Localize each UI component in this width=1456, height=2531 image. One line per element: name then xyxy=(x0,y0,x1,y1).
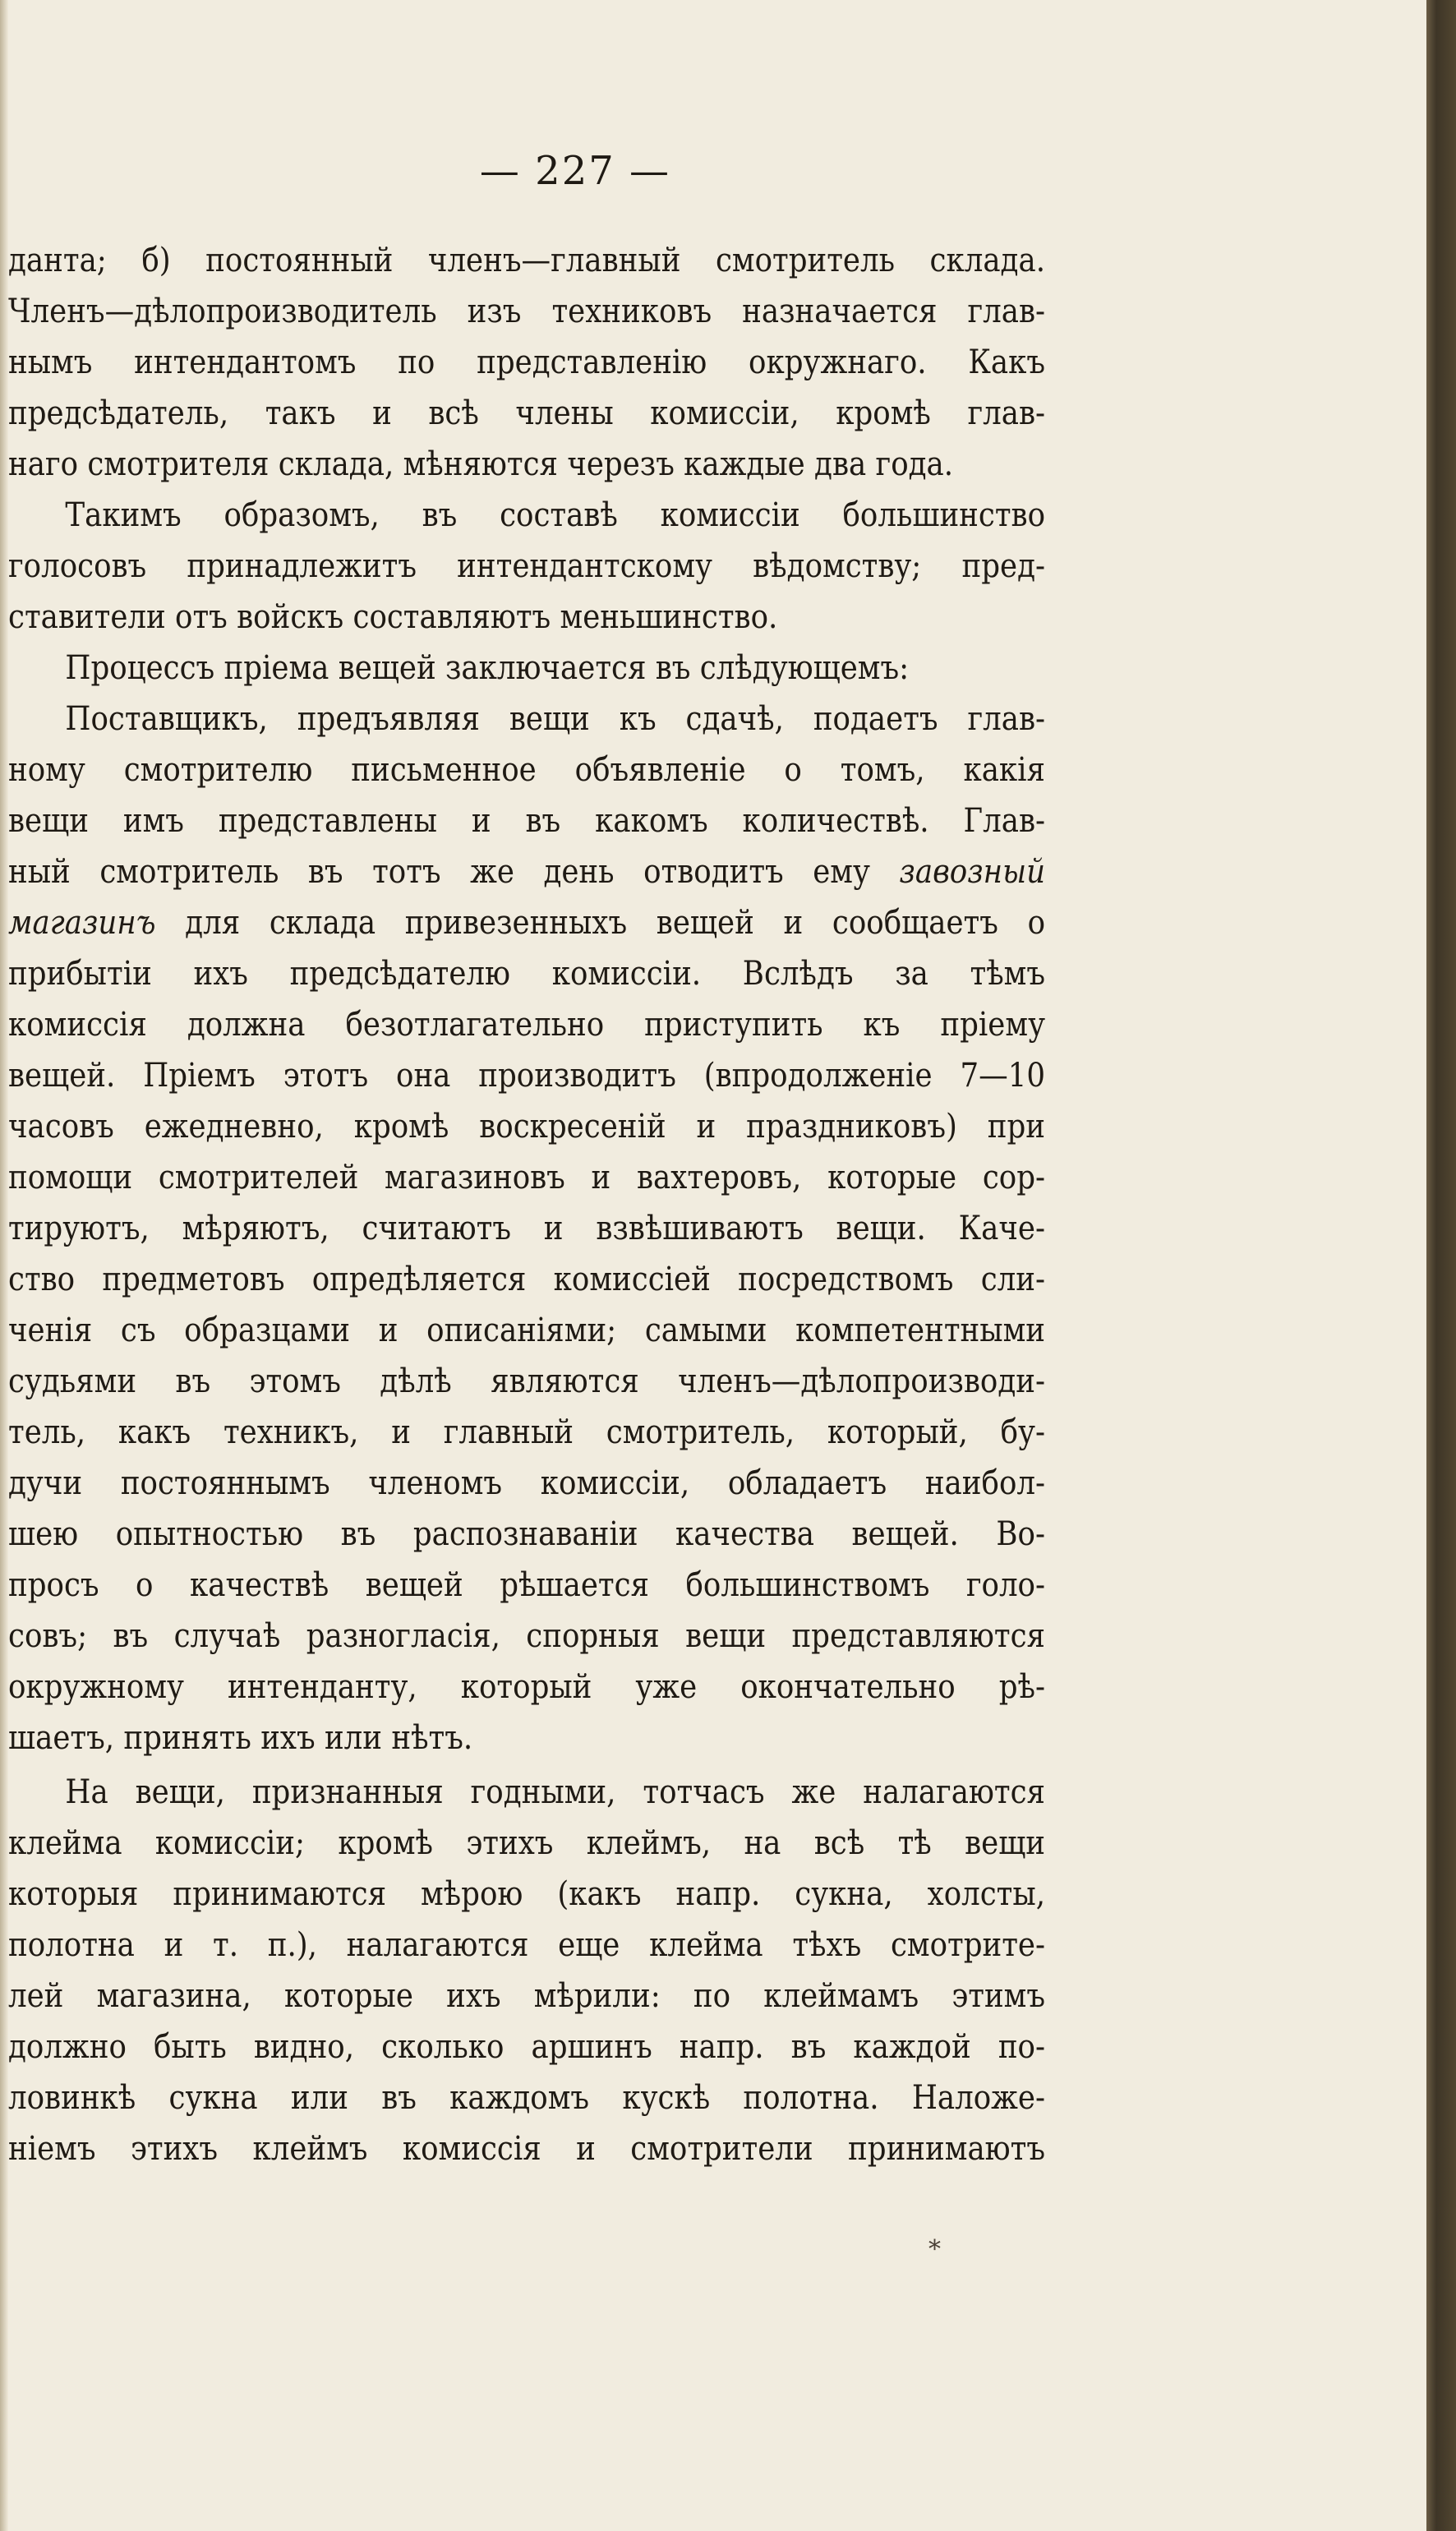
text-line xyxy=(8,795,1045,846)
line-text: часовъ ежедневно, кромѣ воскресеній и праздниковъ) при xyxy=(8,1108,1046,1146)
text-line xyxy=(8,2072,1045,2123)
text-line xyxy=(8,694,1045,745)
text-line xyxy=(8,897,1045,948)
text-line xyxy=(8,1203,1045,1254)
text-line xyxy=(8,1869,1045,1920)
page-left-edge xyxy=(0,0,8,2531)
line-text: ство предметовъ опредѣляется комиссіей посредствомъ сли- xyxy=(8,1261,1046,1298)
line-text: ный смотритель въ тотъ же день отводитъ ему xyxy=(8,853,870,891)
text-line xyxy=(8,592,1045,643)
text-line xyxy=(8,1818,1045,1869)
text-line xyxy=(8,999,1045,1050)
text-line xyxy=(8,388,1045,439)
line-text: голосовъ принадлежитъ интендантскому вѣдомству; пред- xyxy=(8,547,1046,585)
text-line xyxy=(8,2123,1045,2174)
line-text: судьями въ этомъ дѣлѣ являются членъ—дѣлопроизводи- xyxy=(8,1362,1046,1400)
text-line xyxy=(8,1050,1045,1101)
line-text: вещей. Пріемъ этотъ она производитъ (впродолженіе 7—10 xyxy=(8,1057,1046,1095)
line-text: которыя принимаются мѣрою (какъ напр. сукна, холсты, xyxy=(8,1875,1046,1913)
page-number: — 227 — xyxy=(479,148,671,194)
line-text: просъ о качествѣ вещей рѣшается большинствомъ голо- xyxy=(8,1566,1046,1604)
text-line xyxy=(8,1407,1045,1458)
text-line xyxy=(8,1101,1045,1152)
text-line xyxy=(8,1971,1045,2022)
line-text: лей магазина, которые ихъ мѣрили: по клеймамъ этимъ xyxy=(8,1977,1046,2015)
text-line xyxy=(8,337,1045,388)
line-text: ному смотрителю письменное объявленіе о томъ, какія xyxy=(8,751,1046,789)
line-text: предсѣдатель, такъ и всѣ члены комиссіи, кромѣ глав- xyxy=(8,394,1046,432)
footer-mark: * xyxy=(928,2235,941,2264)
line-text: вещи имъ представлены и въ какомъ количествѣ. Глав- xyxy=(8,802,1046,840)
line-text: полотна и т. п.), налагаются еще клейма тѣхъ смотрите- xyxy=(8,1926,1046,1964)
text-line xyxy=(8,1254,1045,1305)
line-text: прибытіи ихъ предсѣдателю комиссіи. Вслѣдъ за тѣмъ xyxy=(8,955,1046,993)
text-line xyxy=(8,286,1045,337)
line-text: Поставщикъ, предъявляя вещи къ сдачѣ, подаетъ глав- xyxy=(65,700,1046,738)
line-text: для склада привезенныхъ вещей и сообщаетъ о xyxy=(155,904,1046,942)
line-text: Такимъ образомъ, въ составѣ комиссіи большинство xyxy=(65,496,1046,534)
text-line xyxy=(8,643,1045,694)
line-text: нымъ интендантомъ по представленію окружнаго. Какъ xyxy=(8,343,1046,381)
text-line xyxy=(8,1152,1045,1203)
text-line xyxy=(8,1458,1045,1509)
line-text: помощи смотрителей магазиновъ и вахтеровъ, которые сор- xyxy=(8,1159,1046,1196)
text-line xyxy=(8,846,1045,897)
line-text: наго смотрителя склада, мѣняются черезъ каждые два года. xyxy=(8,445,954,483)
line-text: данта; б) постоянный членъ—главный смотритель склада. xyxy=(8,242,1046,279)
text-line xyxy=(8,541,1045,592)
text-line xyxy=(8,2022,1045,2072)
text-line xyxy=(8,1509,1045,1560)
text-line xyxy=(8,235,1045,286)
italic-term: магазинъ xyxy=(8,904,156,942)
body-text xyxy=(8,235,1045,2174)
line-text: ченія съ образцами и описаніями; самыми компетентными xyxy=(8,1312,1046,1349)
text-line xyxy=(8,1305,1045,1356)
text-line xyxy=(8,1611,1045,1662)
text-line xyxy=(8,1713,1045,1763)
line-text: Процессъ пріема вещей заключается въ слѣдующемъ: xyxy=(65,649,910,687)
text-line xyxy=(8,948,1045,999)
text-line xyxy=(8,745,1045,795)
line-text: ловинкѣ сукна или въ каждомъ кускѣ полотна. Наложе- xyxy=(8,2079,1046,2117)
text-line xyxy=(8,1662,1045,1713)
text-line xyxy=(8,439,1045,490)
line-text: шаетъ, принять ихъ или нѣтъ. xyxy=(8,1719,473,1757)
line-text: тель, какъ техникъ, и главный смотритель, который, бу- xyxy=(8,1413,1046,1451)
text-line xyxy=(8,1920,1045,1971)
text-line xyxy=(8,1767,1045,1818)
text-line xyxy=(8,1356,1045,1407)
line-text: должно быть видно, сколько аршинъ напр. въ каждой по- xyxy=(8,2028,1046,2066)
text-line xyxy=(8,490,1045,541)
line-text: ставители отъ войскъ составляютъ меньшинство. xyxy=(8,598,778,636)
line-text: окружному интенданту, который уже окончательно рѣ- xyxy=(8,1668,1046,1706)
line-text: На вещи, признанныя годными, тотчасъ же налагаются xyxy=(65,1773,1046,1811)
italic-term: завозный xyxy=(899,853,1046,891)
line-text: тируютъ, мѣряютъ, считаютъ и взвѣшиваютъ вещи. Каче- xyxy=(8,1210,1046,1247)
line-text: совъ; въ случаѣ разногласія, спорныя вещи представляются xyxy=(8,1617,1046,1655)
book-binding-edge xyxy=(1426,0,1456,2531)
line-text: Членъ—дѣлопроизводитель изъ техниковъ назначается глав- xyxy=(8,293,1046,330)
line-text: комиссія должна безотлагательно приступить къ пріему xyxy=(8,1006,1046,1044)
line-text: клейма комиссіи; кромѣ этихъ клеймъ, на всѣ тѣ вещи xyxy=(8,1824,1046,1862)
line-text: ніемъ этихъ клеймъ комиссія и смотрители принимаютъ xyxy=(8,2130,1046,2168)
line-text: шею опытностью въ распознаваніи качества вещей. Во- xyxy=(8,1515,1046,1553)
line-text: дучи постояннымъ членомъ комиссіи, обладаетъ наибол- xyxy=(8,1464,1046,1502)
text-line xyxy=(8,1560,1045,1611)
